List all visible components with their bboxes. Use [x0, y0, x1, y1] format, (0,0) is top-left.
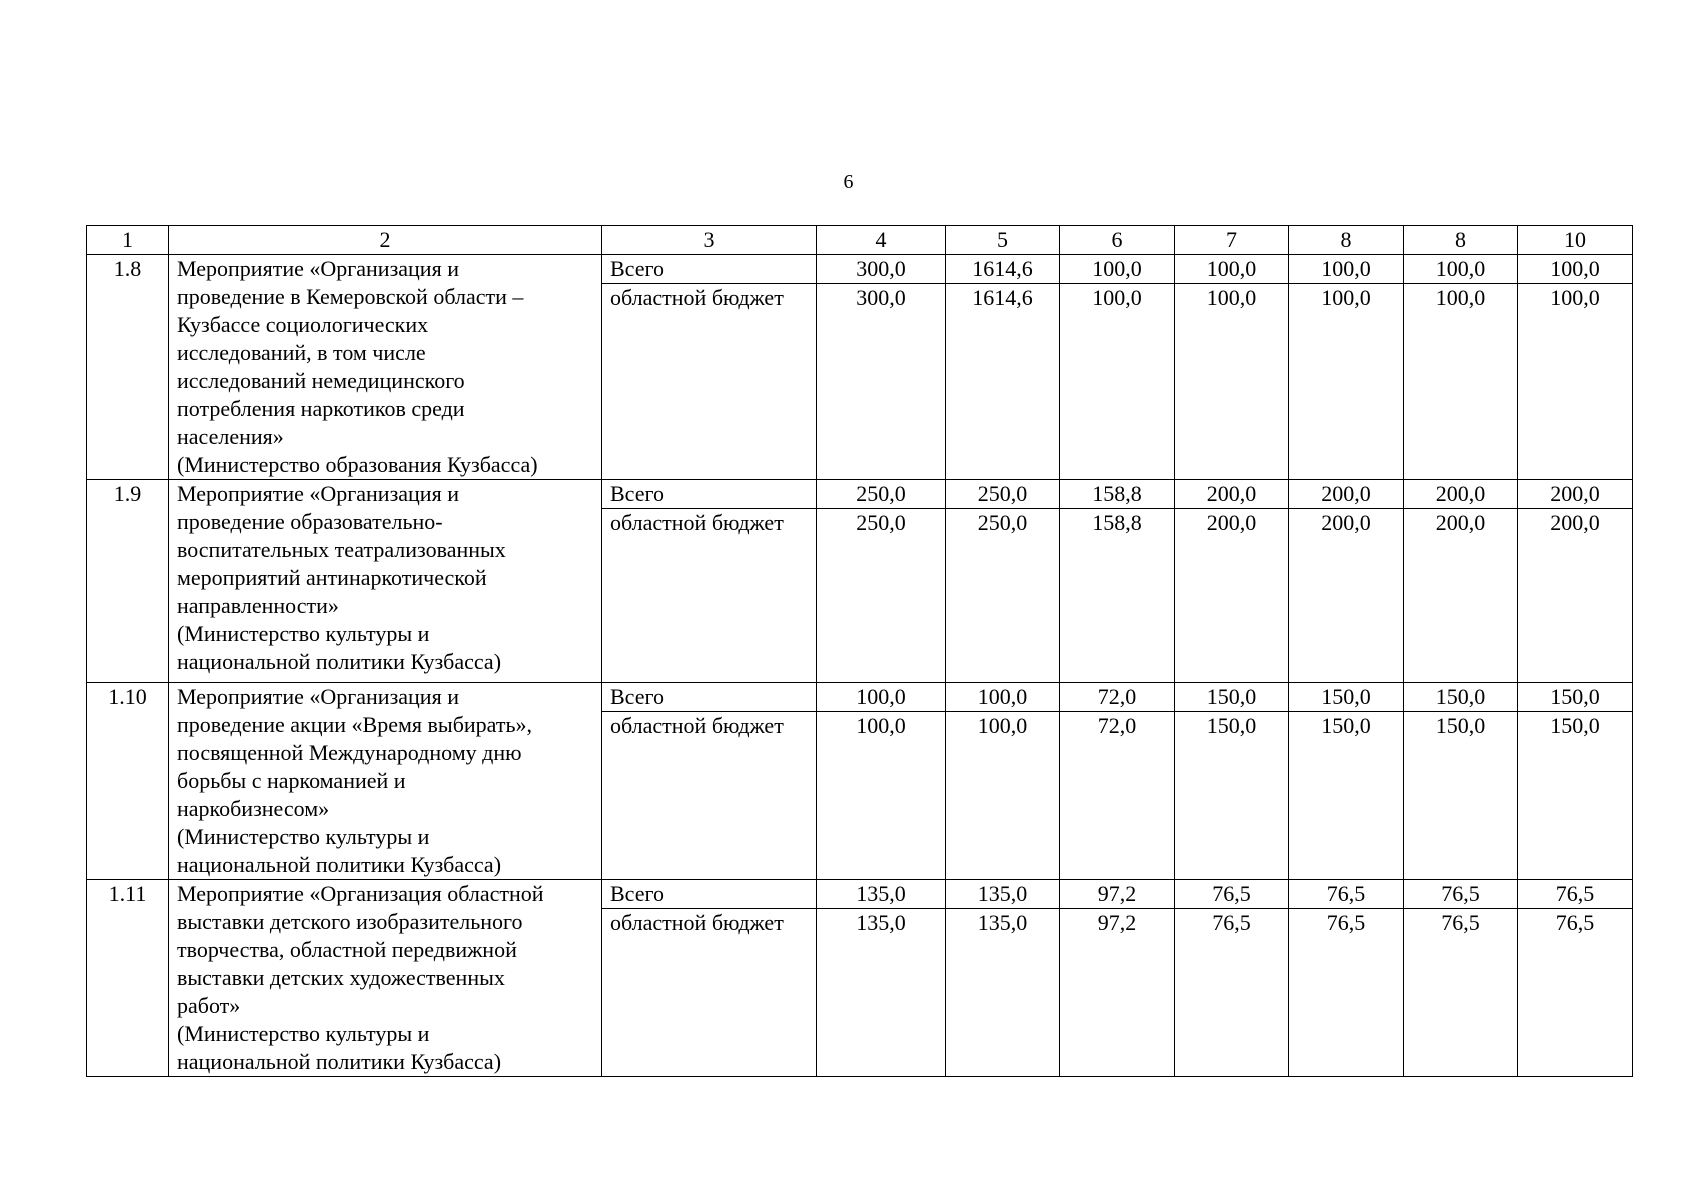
source-value: 100,0 [1518, 284, 1633, 480]
total-value: 158,8 [1060, 480, 1175, 509]
source-value: 1614,6 [946, 284, 1060, 480]
description-line: (Министерство культуры и [177, 621, 430, 646]
description-line: Мероприятие «Организация областной [177, 881, 544, 906]
table-row [87, 255, 1633, 284]
total-label: Всего [602, 255, 817, 284]
description-line: Кузбассе социологических [177, 312, 429, 337]
description-line: (Министерство образования Кузбасса) [177, 452, 538, 477]
total-value: 150,0 [1289, 683, 1404, 712]
description-line: (Министерство культуры и [177, 1021, 430, 1046]
source-value: 200,0 [1404, 509, 1518, 683]
budget-table [86, 225, 1633, 1077]
total-value: 76,5 [1175, 880, 1289, 909]
header-cell-4: 4 [817, 226, 946, 255]
total-value: 200,0 [1518, 480, 1633, 509]
total-value: 100,0 [1289, 255, 1404, 284]
description-line: выставки детского изобразительного [177, 909, 523, 934]
source-value: 100,0 [817, 712, 946, 880]
description-line: Мероприятие «Организация и [177, 256, 459, 281]
total-value: 200,0 [1289, 480, 1404, 509]
total-value: 1614,6 [946, 255, 1060, 284]
total-label: Всего [602, 683, 817, 712]
source-label: областной бюджет [602, 712, 817, 880]
source-value: 250,0 [946, 509, 1060, 683]
source-value: 100,0 [1060, 284, 1175, 480]
description-line: борьбы с наркоманией и [177, 768, 406, 793]
source-value: 200,0 [1289, 509, 1404, 683]
row-description [169, 480, 602, 683]
description-line: (Министерство культуры и [177, 824, 430, 849]
header-cell-6: 6 [1060, 226, 1175, 255]
total-value: 100,0 [1518, 255, 1633, 284]
total-value: 72,0 [1060, 683, 1175, 712]
total-value: 150,0 [1404, 683, 1518, 712]
table-row [87, 683, 1633, 712]
header-cell-7: 7 [1175, 226, 1289, 255]
description-line: направленности» [177, 593, 339, 618]
source-value: 300,0 [817, 284, 946, 480]
page-number: 6 [843, 171, 854, 193]
description-line: выставки детских художественных [177, 965, 505, 990]
total-value: 135,0 [817, 880, 946, 909]
description-line: национальной политики Кузбасса) [177, 649, 502, 674]
total-value: 100,0 [946, 683, 1060, 712]
source-value: 97,2 [1060, 909, 1175, 1077]
total-value: 250,0 [946, 480, 1060, 509]
total-value: 200,0 [1175, 480, 1289, 509]
total-value: 100,0 [1404, 255, 1518, 284]
header-cell-1: 1 [87, 226, 169, 255]
row-description [169, 683, 602, 880]
header-cell-10: 10 [1518, 226, 1633, 255]
total-value: 76,5 [1404, 880, 1518, 909]
header-cell-2: 2 [169, 226, 602, 255]
source-value: 250,0 [817, 509, 946, 683]
description-line: Мероприятие «Организация и [177, 684, 459, 709]
source-value: 135,0 [946, 909, 1060, 1077]
source-label: областной бюджет [602, 284, 817, 480]
source-value: 76,5 [1175, 909, 1289, 1077]
row-number: 1.8 [87, 255, 169, 480]
description-line: национальной политики Кузбасса) [177, 852, 502, 877]
source-value: 150,0 [1404, 712, 1518, 880]
total-value: 76,5 [1518, 880, 1633, 909]
description-line: населения» [177, 424, 284, 449]
description-line: проведение образовательно- [177, 509, 443, 534]
source-label: областной бюджет [602, 909, 817, 1077]
table-row [87, 480, 1633, 509]
description-line: мероприятий антинаркотической [177, 565, 487, 590]
total-value: 100,0 [817, 683, 946, 712]
source-value: 150,0 [1518, 712, 1633, 880]
source-value: 158,8 [1060, 509, 1175, 683]
table-header-row [87, 226, 1633, 255]
source-value: 200,0 [1175, 509, 1289, 683]
description-line: работ» [177, 993, 241, 1018]
source-value: 100,0 [946, 712, 1060, 880]
source-value: 76,5 [1289, 909, 1404, 1077]
total-value: 97,2 [1060, 880, 1175, 909]
total-value: 150,0 [1175, 683, 1289, 712]
source-value: 135,0 [817, 909, 946, 1077]
total-value: 250,0 [817, 480, 946, 509]
source-label: областной бюджет [602, 509, 817, 683]
row-description [169, 880, 602, 1077]
description-line: потребления наркотиков среди [177, 396, 465, 421]
source-value: 76,5 [1404, 909, 1518, 1077]
source-value: 150,0 [1289, 712, 1404, 880]
description-line: национальной политики Кузбасса) [177, 1049, 502, 1074]
row-number: 1.9 [87, 480, 169, 683]
total-value: 200,0 [1404, 480, 1518, 509]
total-value: 76,5 [1289, 880, 1404, 909]
description-line: Мероприятие «Организация и [177, 481, 459, 506]
table-row [87, 880, 1633, 909]
row-number: 1.10 [87, 683, 169, 880]
source-value: 100,0 [1175, 284, 1289, 480]
total-value: 100,0 [1060, 255, 1175, 284]
source-value: 150,0 [1175, 712, 1289, 880]
row-number: 1.11 [87, 880, 169, 1077]
source-value: 100,0 [1289, 284, 1404, 480]
total-value: 300,0 [817, 255, 946, 284]
description-line: наркобизнесом» [177, 796, 330, 821]
header-cell-9: 8 [1404, 226, 1518, 255]
header-cell-5: 5 [946, 226, 1060, 255]
header-cell-8: 8 [1289, 226, 1404, 255]
description-line: исследований, в том числе [177, 340, 426, 365]
source-value: 100,0 [1404, 284, 1518, 480]
source-value: 200,0 [1518, 509, 1633, 683]
source-value: 72,0 [1060, 712, 1175, 880]
description-line: посвященной Международному дню [177, 740, 522, 765]
description-line: исследований немедицинского [177, 368, 465, 393]
header-cell-3: 3 [602, 226, 817, 255]
row-description [169, 255, 602, 480]
total-value: 150,0 [1518, 683, 1633, 712]
total-value: 135,0 [946, 880, 1060, 909]
description-line: проведение акции «Время выбирать», [177, 712, 533, 737]
total-value: 100,0 [1175, 255, 1289, 284]
total-label: Всего [602, 480, 817, 509]
description-line: творчества, областной передвижной [177, 937, 517, 962]
description-line: проведение в Кемеровской области – [177, 284, 524, 309]
source-value: 76,5 [1518, 909, 1633, 1077]
total-label: Всего [602, 880, 817, 909]
description-line: воспитательных театрализованных [177, 537, 506, 562]
